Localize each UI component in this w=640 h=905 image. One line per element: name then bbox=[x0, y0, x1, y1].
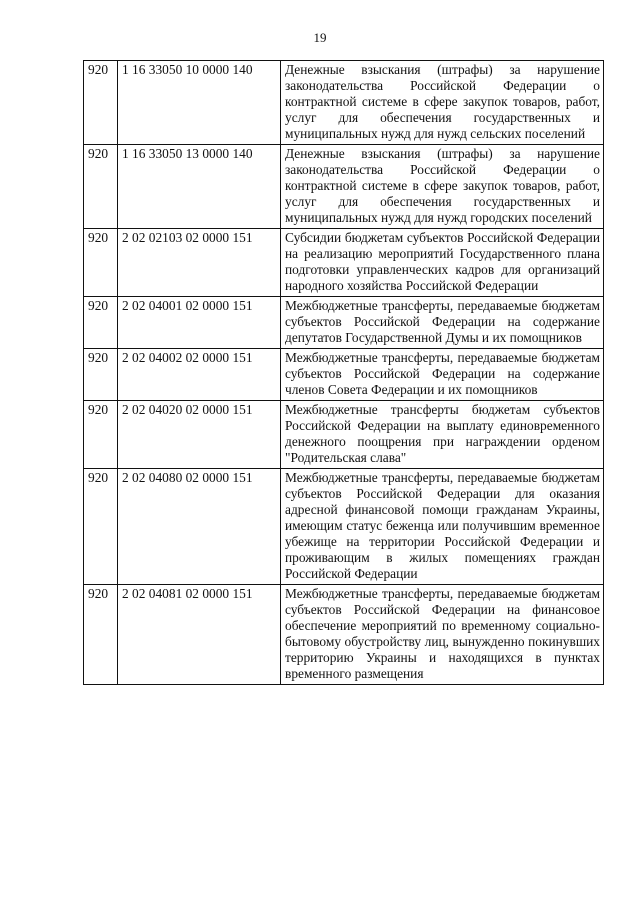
page-number: 19 bbox=[313, 30, 327, 45]
budget-code-cell: 2 02 02103 02 0000 151 bbox=[118, 229, 281, 297]
table-row bbox=[84, 469, 604, 585]
table-row bbox=[84, 401, 604, 469]
table-row bbox=[84, 229, 604, 297]
admin-code-cell: 920 bbox=[84, 229, 118, 297]
description-cell: Денежные взыскания (штрафы) за нарушение законодательства Российской Федерации о контрактной системе в сфере закупок товаров, работ, услуг для обеспечения государственных и муниципальных нужд для нужд сельских поселений bbox=[281, 61, 604, 145]
description-cell: Межбюджетные трансферты, передаваемые бюджетам субъектов Российской Федерации на финансовое обеспечение мероприятий по временному социально-бытовому обустройству лиц, вынужденно покинувших территорию Украины и находящихся в пунктах временного размещения bbox=[281, 585, 604, 685]
budget-code-cell: 2 02 04001 02 0000 151 bbox=[118, 297, 281, 349]
budget-code-cell: 2 02 04002 02 0000 151 bbox=[118, 349, 281, 401]
budget-classification-table bbox=[83, 60, 604, 685]
budget-code-cell: 2 02 04081 02 0000 151 bbox=[118, 585, 281, 685]
description-cell: Межбюджетные трансферты, передаваемые бюджетам субъектов Российской Федерации на содержание членов Совета Федерации и их помощников bbox=[281, 349, 604, 401]
budget-code-cell: 1 16 33050 13 0000 140 bbox=[118, 145, 281, 229]
admin-code-cell: 920 bbox=[84, 585, 118, 685]
budget-code-cell: 1 16 33050 10 0000 140 bbox=[118, 61, 281, 145]
description-cell: Межбюджетные трансферты, передаваемые бюджетам субъектов Российской Федерации на содержание депутатов Государственной Думы и их помощников bbox=[281, 297, 604, 349]
description-cell: Денежные взыскания (штрафы) за нарушение законодательства Российской Федерации о контрактной системе в сфере закупок товаров, работ, услуг для обеспечения государственных и муниципальных нужд для нужд городских поселений bbox=[281, 145, 604, 229]
admin-code-cell: 920 bbox=[84, 61, 118, 145]
table-row bbox=[84, 297, 604, 349]
table-row bbox=[84, 349, 604, 401]
table-row bbox=[84, 145, 604, 229]
table-row bbox=[84, 585, 604, 685]
admin-code-cell: 920 bbox=[84, 349, 118, 401]
description-cell: Межбюджетные трансферты бюджетам субъектов Российской Федерации на выплату единовременного денежного поощрения при награждении орденом "Родительская слава" bbox=[281, 401, 604, 469]
admin-code-cell: 920 bbox=[84, 297, 118, 349]
admin-code-cell: 920 bbox=[84, 469, 118, 585]
description-cell: Субсидии бюджетам субъектов Российской Федерации на реализацию мероприятий Государственного плана подготовки управленческих кадров для организаций народного хозяйства Российской Федерации bbox=[281, 229, 604, 297]
budget-code-cell: 2 02 04080 02 0000 151 bbox=[118, 469, 281, 585]
table-row bbox=[84, 61, 604, 145]
admin-code-cell: 920 bbox=[84, 401, 118, 469]
admin-code-cell: 920 bbox=[84, 145, 118, 229]
description-cell: Межбюджетные трансферты, передаваемые бюджетам субъектов Российской Федерации для оказания адресной финансовой помощи гражданам Украины, имеющим статус беженца или получившим временное убежище на территории Российской Федерации и проживающим в жилых помещениях граждан Российской Федерации bbox=[281, 469, 604, 585]
budget-code-cell: 2 02 04020 02 0000 151 bbox=[118, 401, 281, 469]
